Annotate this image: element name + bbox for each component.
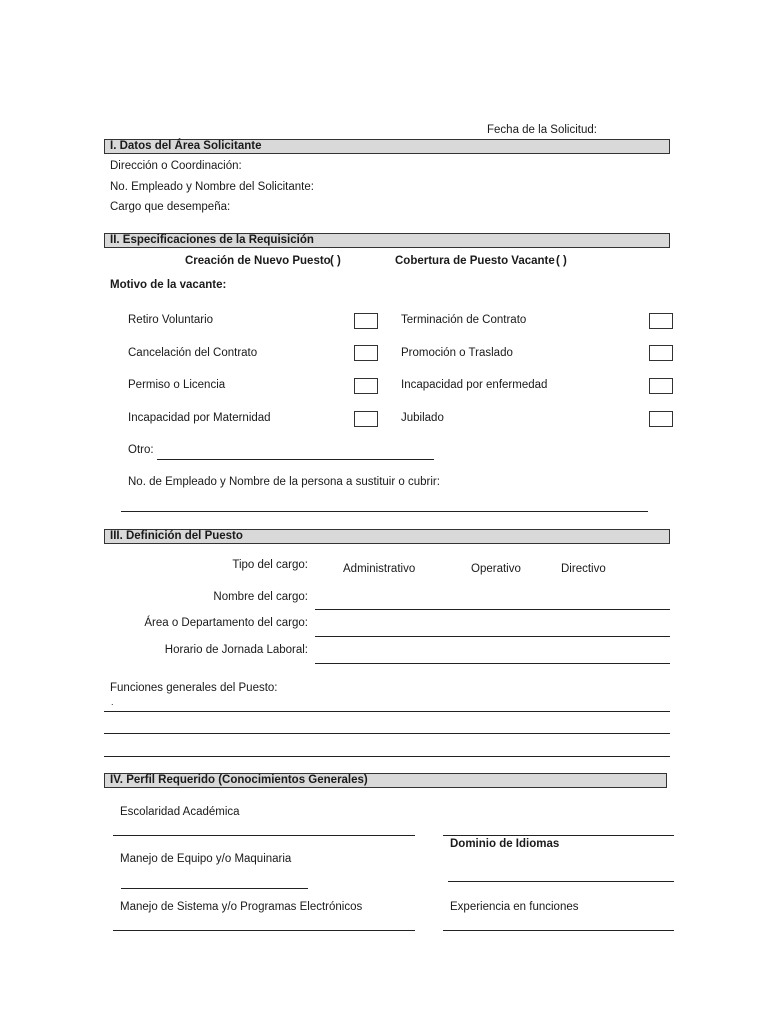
option-permiso-licencia: Permiso o Licencia [128, 379, 226, 391]
nombre-cargo-input-line[interactable] [315, 609, 670, 610]
funciones-line-3[interactable] [104, 756, 670, 757]
horario-jornada-input-line[interactable] [315, 663, 670, 664]
section-4-header: IV. Perfil Requerido (Conocimientos Generales) [104, 773, 667, 788]
funciones-line-2[interactable] [104, 733, 670, 734]
option-jubilado: Jubilado [401, 412, 444, 424]
section-2-header: II. Especificaciones de la Requisición [104, 233, 670, 248]
manejo-equipo-label: Manejo de Equipo y/o Maquinaria [120, 853, 292, 865]
area-departamento-label: Área o Departamento del cargo: [144, 617, 308, 629]
funciones-dot: . [111, 697, 114, 707]
checkbox-retiro-voluntario[interactable] [354, 313, 378, 329]
cobertura-vacante-label: Cobertura de Puesto Vacante [395, 255, 555, 267]
experiencia-input-line[interactable] [443, 930, 674, 931]
checkbox-incapacidad-maternidad[interactable] [354, 411, 378, 427]
horario-jornada-label: Horario de Jornada Laboral: [164, 644, 308, 656]
option-promocion-traslado: Promoción o Traslado [401, 347, 513, 359]
sustituir-input-line[interactable] [121, 511, 648, 512]
manejo-sistema-input-line[interactable] [113, 930, 415, 931]
idiomas-input-line[interactable] [448, 881, 674, 882]
option-terminacion-contrato: Terminación de Contrato [401, 314, 527, 326]
funciones-generales-label: Funciones generales del Puesto: [110, 682, 278, 694]
checkbox-jubilado[interactable] [649, 411, 673, 427]
manejo-equipo-input-line[interactable] [121, 888, 308, 889]
manejo-sistema-label: Manejo de Sistema y/o Programas Electrónicos [120, 901, 363, 913]
tipo-operativo[interactable]: Operativo [471, 563, 521, 575]
escolaridad-input-line[interactable] [113, 835, 415, 836]
funciones-line-1[interactable] [104, 711, 670, 712]
creacion-puesto-parens[interactable]: ( ) [330, 255, 341, 267]
fecha-solicitud-label: Fecha de la Solicitud: [487, 124, 597, 136]
tipo-administrativo[interactable]: Administrativo [343, 563, 416, 575]
section-1-header: I. Datos del Área Solicitante [104, 139, 670, 154]
option-retiro-voluntario: Retiro Voluntario [128, 314, 214, 326]
checkbox-permiso-licencia[interactable] [354, 378, 378, 394]
dominio-idiomas-label: Dominio de Idiomas [450, 838, 560, 850]
tipo-cargo-label: Tipo del cargo: [232, 559, 308, 571]
otro-label: Otro: [128, 444, 154, 456]
sustituir-label: No. de Empleado y Nombre de la persona a sustituir o cubrir: [128, 476, 440, 488]
area-departamento-input-line[interactable] [315, 636, 670, 637]
direccion-label: Dirección o Coordinación: [110, 160, 242, 172]
section-3-header: III. Definición del Puesto [104, 529, 670, 544]
otro-input-line[interactable] [157, 459, 434, 460]
experiencia-funciones-label: Experiencia en funciones [450, 901, 579, 913]
checkbox-cancelacion-contrato[interactable] [354, 345, 378, 361]
empleado-solicitante-label: No. Empleado y Nombre del Solicitante: [110, 181, 314, 193]
creacion-puesto-label: Creación de Nuevo Puesto [185, 255, 331, 267]
cargo-label: Cargo que desempeña: [110, 201, 231, 213]
checkbox-terminacion-contrato[interactable] [649, 313, 673, 329]
option-incapacidad-enfermedad: Incapacidad por enfermedad [401, 379, 548, 391]
cobertura-vacante-parens[interactable]: ( ) [556, 255, 567, 267]
checkbox-promocion-traslado[interactable] [649, 345, 673, 361]
escolaridad-label: Escolaridad Académica [120, 806, 240, 818]
option-cancelacion-contrato: Cancelación del Contrato [128, 347, 258, 359]
checkbox-incapacidad-enfermedad[interactable] [649, 378, 673, 394]
motivo-vacante-label: Motivo de la vacante: [110, 279, 227, 291]
nombre-cargo-label: Nombre del cargo: [213, 591, 308, 603]
tipo-directivo[interactable]: Directivo [561, 563, 606, 575]
idiomas-top-line [443, 835, 674, 836]
option-incapacidad-maternidad: Incapacidad por Maternidad [128, 412, 271, 424]
